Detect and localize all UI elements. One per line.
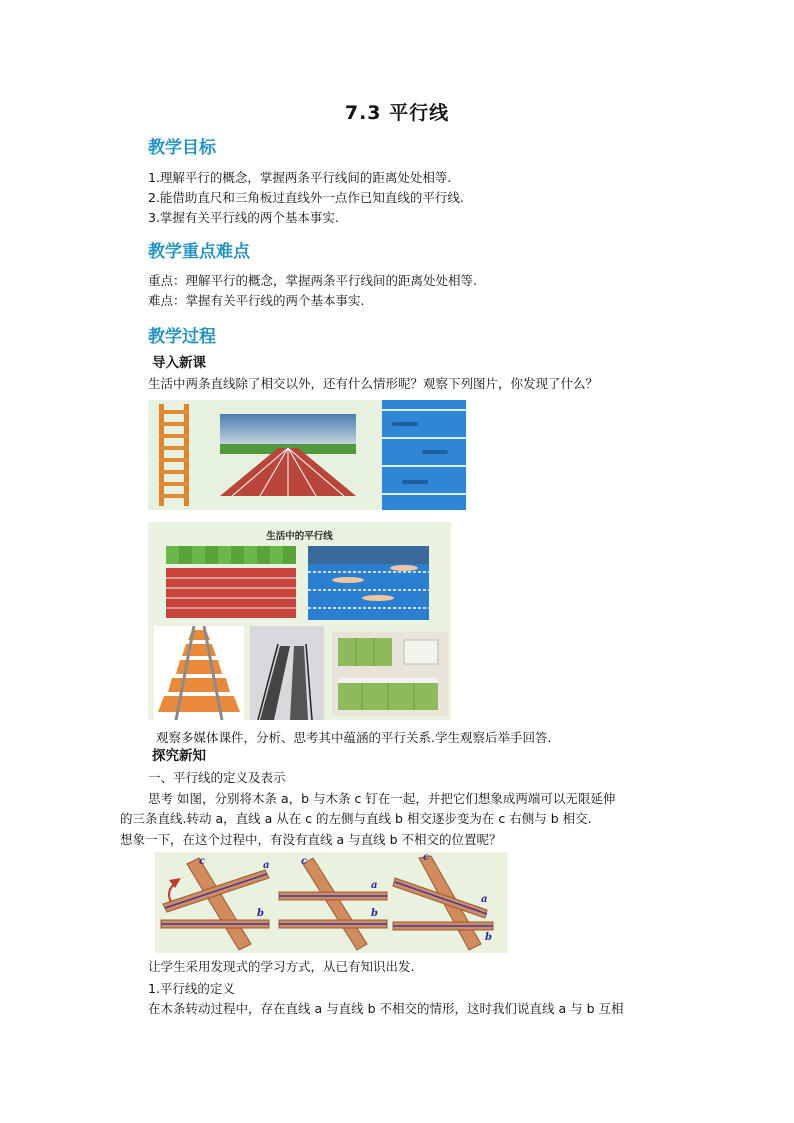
ladder-image	[156, 404, 192, 506]
track-image	[220, 414, 356, 496]
after-images-text: 观察多媒体课件，分析、思考其中蕴涵的平行关系.学生观察后举手回答.	[156, 730, 552, 745]
subheading-explore: 探究新知	[152, 748, 206, 764]
objective-item-2: 2.能借助直尺和三角板过直线外一点作已知直线的平行线.	[148, 190, 464, 205]
after-diagram-text: 让学生采用发现式的学习方式，从已有知识出发.	[148, 959, 415, 974]
wooden-strips-svg	[155, 852, 508, 953]
key-point-text: 重点：理解平行的概念，掌握两条平行线间的距离处处相等.	[148, 273, 477, 288]
label-a-2: a	[371, 880, 378, 891]
difficulty-text: 难点：掌握有关平行线的两个基本事实.	[148, 293, 365, 308]
kitchen-image	[332, 632, 448, 716]
stadium-image	[166, 546, 296, 618]
section-heading-key-points: 教学重点难点	[148, 242, 250, 262]
think-line-1: 思考 如图，分别将木条 a，b 与木条 c 钉在一起，并把它们想象成两端可以无限延伸	[148, 791, 616, 806]
parallel-lines-in-life-banner	[148, 522, 451, 720]
label-c-1: c	[199, 856, 206, 867]
swimmers-image	[308, 546, 429, 620]
label-c-3: c	[423, 852, 430, 863]
escalator-image	[250, 626, 324, 720]
label-b-2: b	[371, 908, 378, 919]
pool-image	[382, 400, 466, 510]
objective-item-3: 3.掌握有关平行线的两个基本事实.	[148, 210, 339, 225]
wooden-strips-diagram	[155, 852, 508, 953]
label-a-3: a	[481, 894, 488, 905]
banner-caption: 生活中的平行线	[266, 531, 333, 542]
part1-heading: 一、平行线的定义及表示	[148, 770, 286, 785]
page-title: 7.3 平行线	[344, 102, 450, 124]
think-line-2: 的三条直线.转动 a，直线 a 从在 c 的左侧与直线 b 相交逐步变为在 c 右侧与 b 相交.	[120, 811, 592, 826]
definition-text: 在木条转动过程中，存在直线 a 与直线 b 不相交的情形，这时我们说直线 a 与 b 互相	[148, 1001, 624, 1016]
objective-item-1: 1.理解平行的概念，掌握两条平行线间的距离处处相等.	[148, 170, 452, 185]
section-heading-process: 教学过程	[148, 327, 216, 347]
label-b-1: b	[257, 908, 264, 919]
think-line-3: 想象一下，在这个过程中，有没有直线 a 与直线 b 不相交的位置呢？	[120, 832, 502, 847]
label-a-1: a	[263, 860, 270, 871]
subheading-intro: 导入新课	[152, 355, 206, 371]
label-b-3: b	[485, 932, 492, 943]
intro-text: 生活中两条直线除了相交以外，还有什么情形呢？观察下列图片，你发现了什么？	[148, 376, 599, 391]
label-c-2: c	[301, 856, 308, 867]
definition-heading: 1.平行线的定义	[148, 981, 235, 996]
section-heading-objectives: 教学目标	[148, 138, 216, 158]
photo-strip-1	[148, 400, 466, 510]
railroad-image	[154, 626, 244, 720]
